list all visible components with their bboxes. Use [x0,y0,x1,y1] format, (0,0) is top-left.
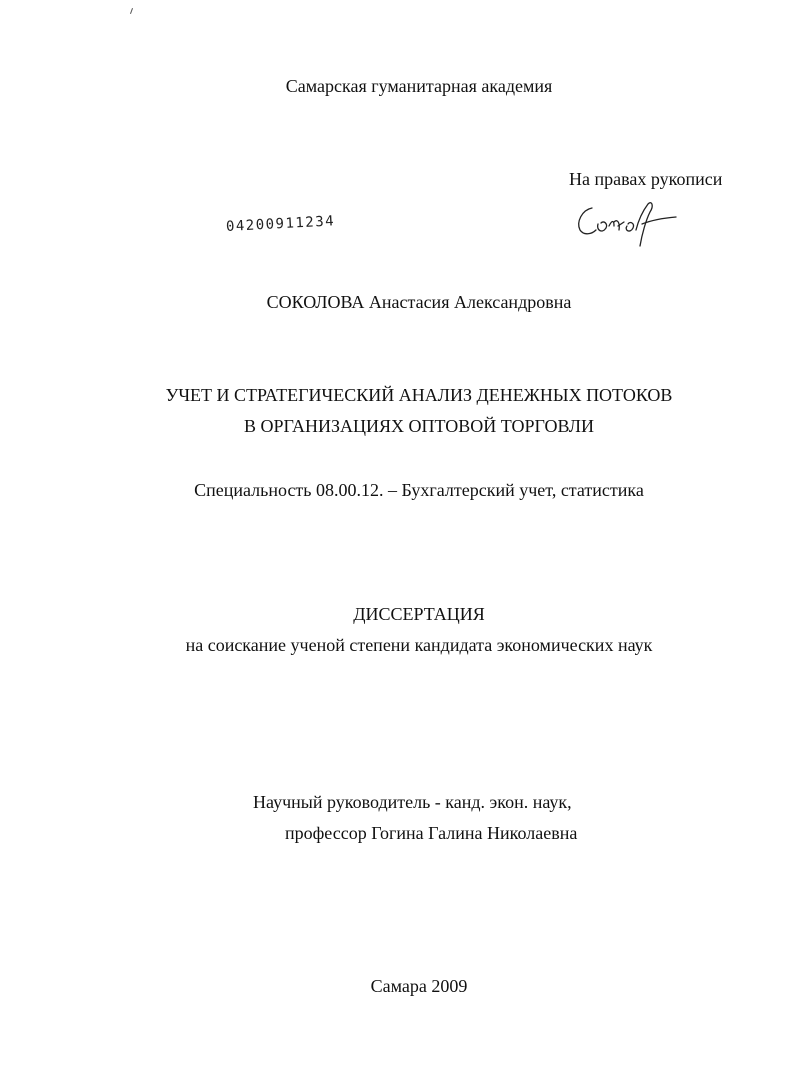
manuscript-rights-label: На правах рукописи [569,169,723,189]
degree-description: на соискание ученой степени кандидата экономических наук [185,635,653,655]
scan-artifact [130,8,133,14]
archive-code-stamp: 04200911234 [225,213,336,235]
city-year: Самара 2009 [370,976,468,996]
supervisor-title: Научный руководитель - канд. экон. наук, [253,792,572,812]
supervisor-name: профессор Гогина Галина Николаевна [285,823,578,843]
author-name: СОКОЛОВА Анастасия Александровна [266,292,572,312]
institution-name: Самарская гуманитарная академия [285,76,553,96]
work-type: ДИССЕРТАЦИЯ [353,604,485,624]
signature-image [572,190,682,250]
dissertation-title-line-2: В ОРГАНИЗАЦИЯХ ОПТОВОЙ ТОРГОВЛИ [244,416,594,436]
specialty: Специальность 08.00.12. – Бухгалтерский учет, статистика [194,480,644,500]
dissertation-title-line-1: УЧЕТ И СТРАТЕГИЧЕСКИЙ АНАЛИЗ ДЕНЕЖНЫХ ПОТОКОВ [165,385,673,405]
